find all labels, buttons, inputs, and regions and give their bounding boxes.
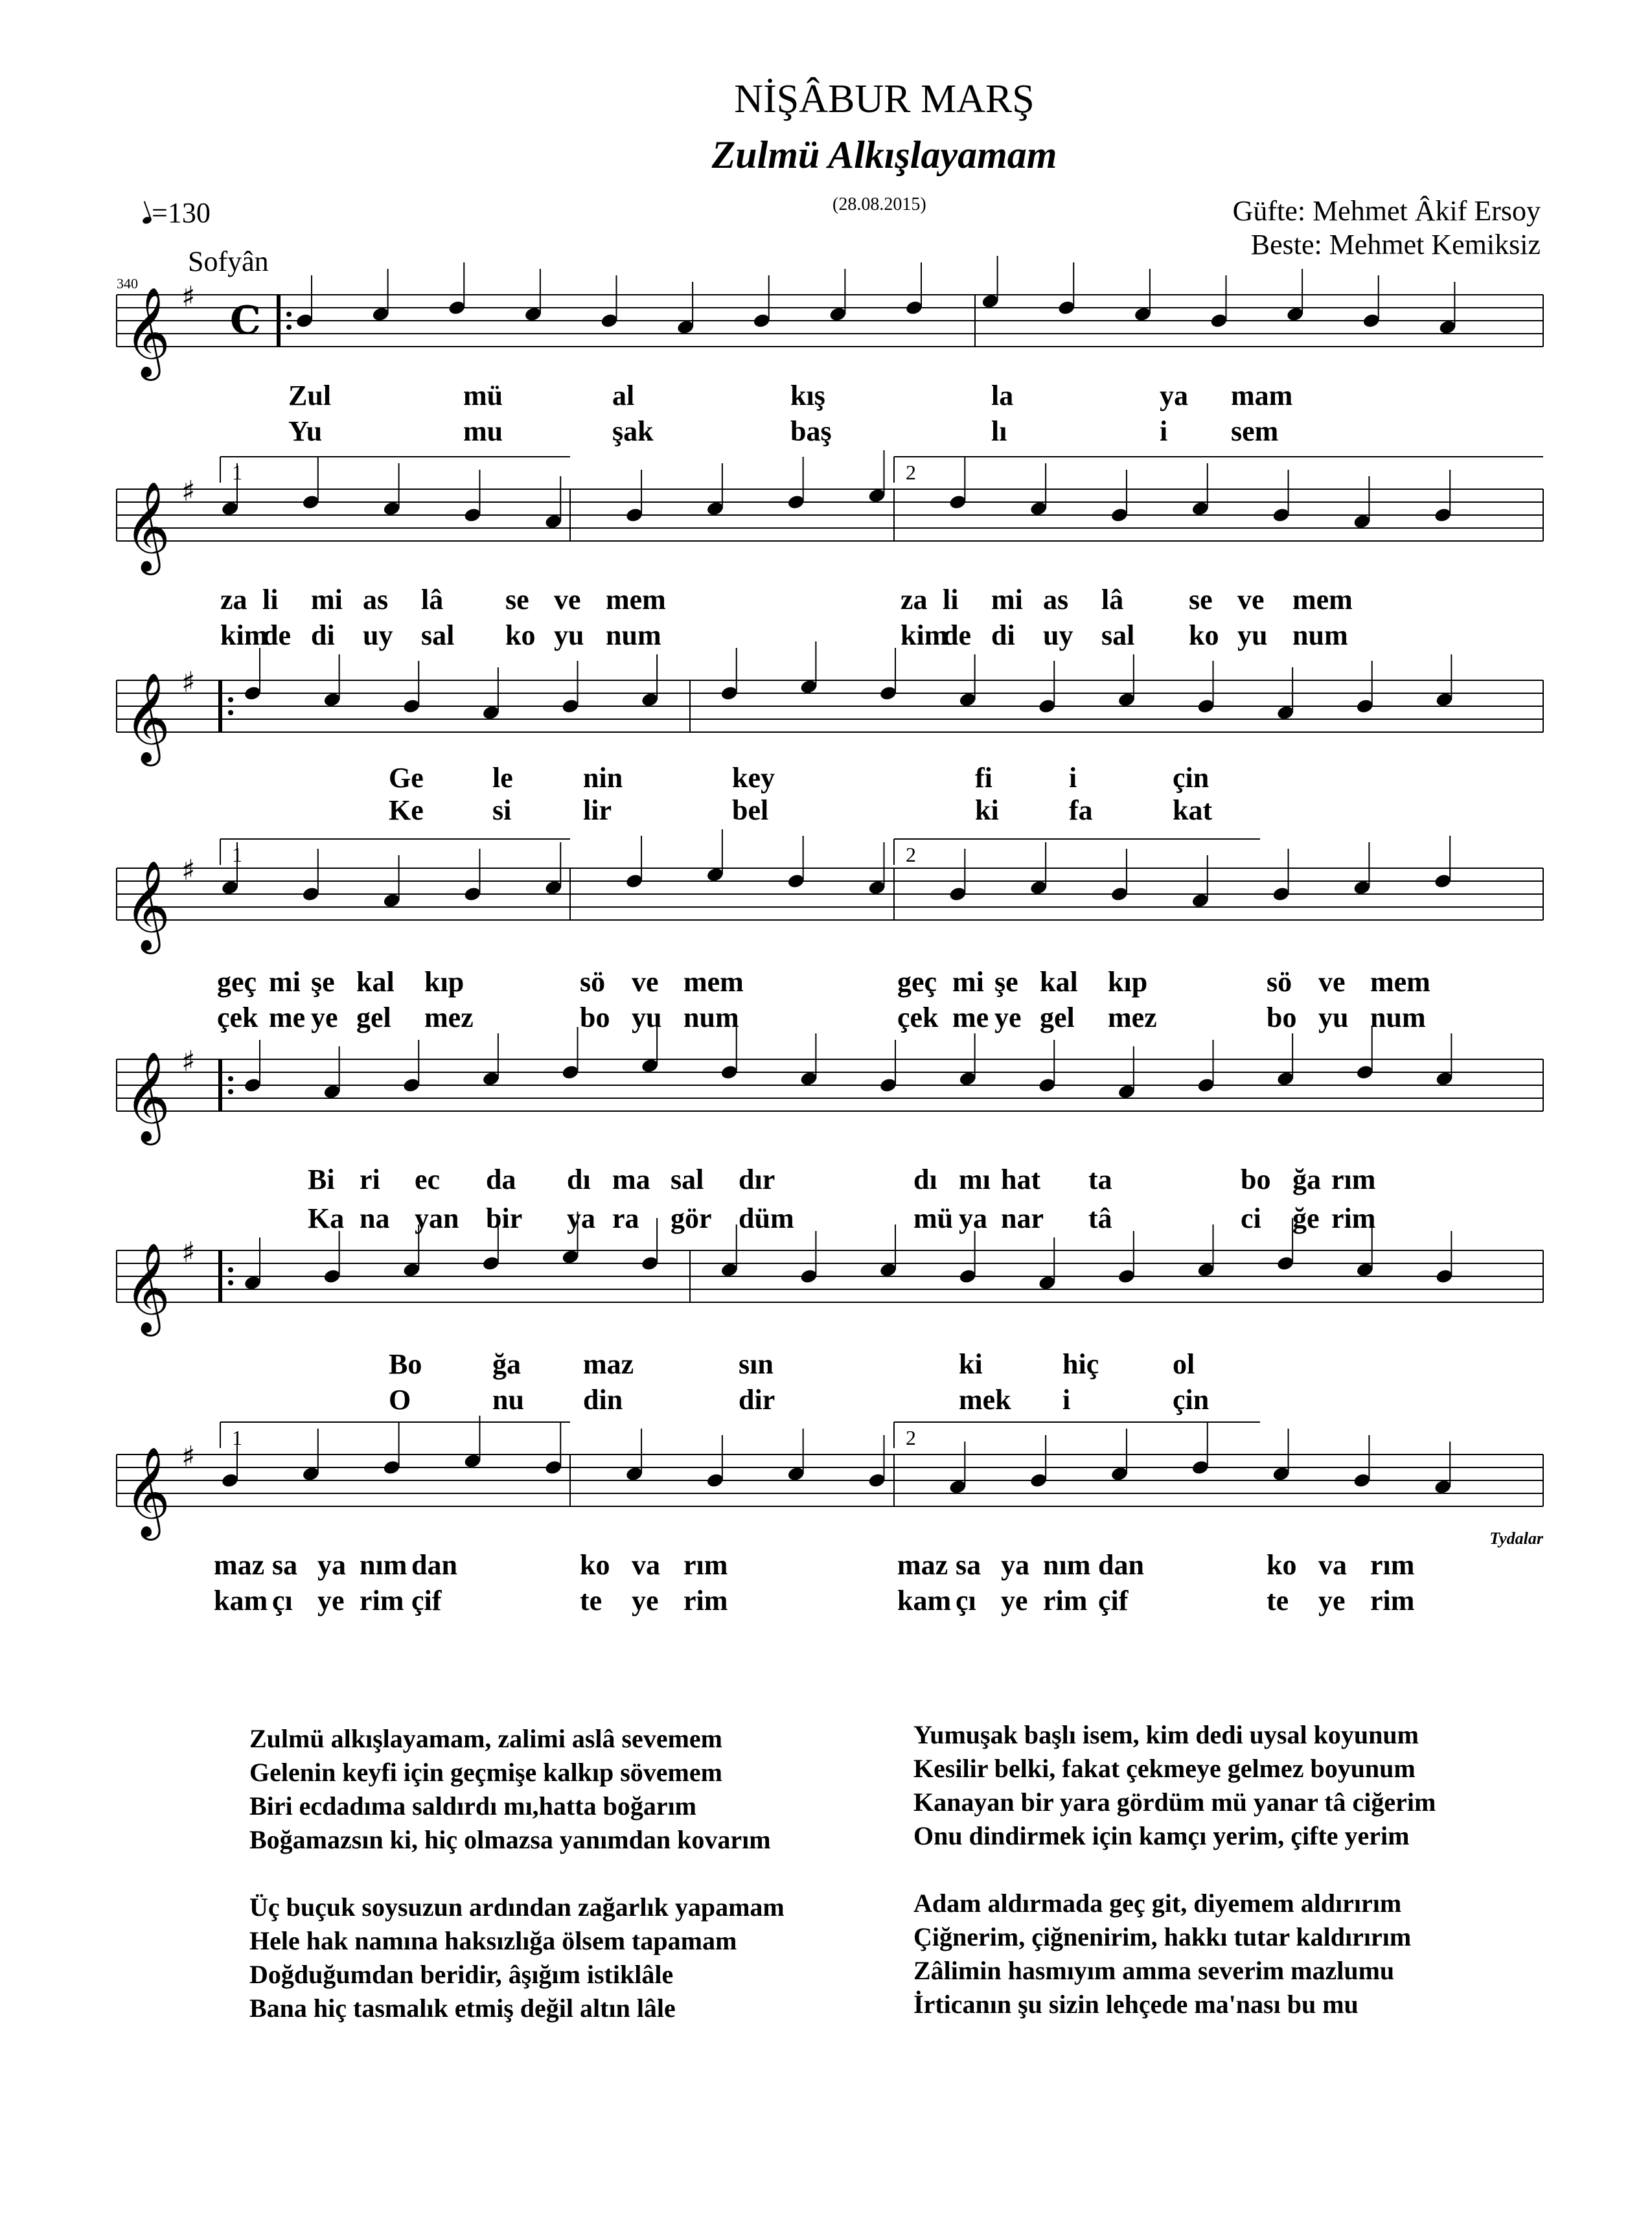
- sharp-key-signature-icon: ♯: [181, 1045, 196, 1078]
- lyric-syllable: me: [952, 1002, 989, 1033]
- composition-date: (28.08.2015): [832, 194, 926, 214]
- lyric-syllable: dı: [913, 1164, 937, 1195]
- lyric-syllable: li: [262, 584, 279, 615]
- lyric-syllable: dir: [739, 1384, 775, 1416]
- lyric-syllable: mu: [463, 415, 503, 447]
- lyric-syllable: ki: [975, 794, 999, 826]
- song-title: NİŞÂBUR MARŞ: [734, 77, 1035, 121]
- staff-system: [117, 1020, 1543, 1145]
- lyricist-credit: Güfte: Mehmet Âkif Ersoy: [1232, 195, 1541, 227]
- treble-clef-icon: 𝄞: [124, 1447, 170, 1537]
- lyric-syllable: mem: [1370, 966, 1430, 998]
- lyric-syllable: ma: [612, 1164, 650, 1195]
- sharp-key-signature-icon: ♯: [181, 854, 196, 887]
- lyric-syllable: va: [1318, 1549, 1347, 1581]
- lyric-syllable: kat: [1173, 794, 1213, 826]
- lyric-syllable: ol: [1173, 1348, 1195, 1380]
- lyric-syllable: mek: [959, 1384, 1011, 1416]
- poem-line: Hele hak namına haksızlığa ölsem tapamam: [249, 1926, 737, 1955]
- lyric-syllable: şak: [612, 415, 654, 447]
- poem-line: Zulmü alkışlayamam, zalimi aslâ sevemem: [249, 1724, 722, 1753]
- lyric-syllable: lir: [583, 794, 612, 826]
- lyric-syllable: te: [1267, 1585, 1289, 1616]
- lyric-syllable: ye: [317, 1585, 345, 1616]
- poem-line: Zâlimin hasmıyım amma severim mazlumu: [913, 1956, 1395, 1985]
- lyric-syllable: Ka: [308, 1202, 345, 1234]
- lyric-syllable: ya: [1160, 380, 1188, 411]
- lyric-syllable: fi: [975, 762, 992, 794]
- lyric-syllable: düm: [739, 1202, 794, 1234]
- lyric-syllable: ğa: [492, 1348, 521, 1380]
- usul-label: Sofyân: [188, 246, 269, 277]
- lyric-syllable: şe: [311, 966, 335, 998]
- lyric-syllable: mi: [952, 966, 984, 998]
- lyric-syllable: çı: [956, 1585, 976, 1616]
- volta-number: 2: [906, 1426, 916, 1449]
- lyric-syllable: O: [389, 1384, 411, 1416]
- lyric-syllable: nım: [1043, 1549, 1091, 1581]
- lyric-syllable: uy: [1043, 619, 1073, 651]
- poem-right-column: [913, 1718, 1436, 2021]
- lyric-syllable: se: [1189, 584, 1213, 615]
- repeat-dot: [228, 1076, 233, 1081]
- volta-bracket: [894, 839, 1260, 866]
- volta-bracket: [220, 457, 570, 484]
- lyric-syllable: ğa: [1292, 1164, 1321, 1195]
- lyric-syllable: ra: [612, 1202, 639, 1234]
- lyric-syllable: ec: [415, 1164, 441, 1195]
- lyric-syllable: geç: [897, 966, 937, 998]
- lyric-syllable: nım: [360, 1549, 407, 1581]
- lyric-syllable: kıp: [1108, 966, 1148, 998]
- lyric-syllable: bir: [486, 1202, 523, 1234]
- repeat-dot: [286, 312, 292, 317]
- volta-bracket: [894, 457, 1543, 484]
- lyric-syllable: mi: [269, 966, 301, 998]
- lyric-syllable: ye: [994, 1002, 1022, 1033]
- lyric-syllable: Ke: [389, 794, 424, 826]
- repeat-dot: [228, 1280, 233, 1285]
- lyric-syllable: sal: [421, 619, 455, 651]
- lyric-syllable: as: [363, 584, 389, 615]
- poem-line: [913, 1853, 1436, 1887]
- lyric-syllable: kıp: [424, 966, 465, 998]
- treble-clef-icon: 𝄞: [124, 1052, 170, 1142]
- lyric-syllable: fa: [1069, 794, 1093, 826]
- volta-number: 1: [232, 1426, 242, 1449]
- lyric-syllable: gel: [1040, 1002, 1075, 1033]
- lyric-syllable: ta: [1088, 1164, 1112, 1195]
- lyric-syllable: çin: [1173, 762, 1210, 794]
- lyric-syllable: mı: [959, 1164, 991, 1195]
- lyric-syllable: kim: [220, 619, 268, 651]
- lyric-syllable: rim: [1370, 1585, 1415, 1616]
- treble-clef-icon: 𝄞: [124, 860, 170, 950]
- lyric-syllable: ve: [1237, 584, 1265, 615]
- repeat-dot: [228, 1089, 233, 1094]
- treble-clef-icon: 𝄞: [124, 287, 170, 377]
- lyric-syllable: mem: [683, 966, 744, 998]
- lyric-syllable: ya: [317, 1549, 346, 1581]
- lyric-syllable: Bo: [389, 1348, 422, 1380]
- staff-system: [117, 256, 1543, 381]
- lyric-syllable: rim: [360, 1585, 404, 1616]
- lyric-syllable: sö: [580, 966, 606, 998]
- lyric-syllable: ya: [1001, 1549, 1029, 1581]
- lyric-syllable: num: [683, 1002, 739, 1033]
- lyric-syllable: bo: [1267, 1002, 1297, 1033]
- lyric-syllable: mez: [424, 1002, 474, 1033]
- volta-number: 2: [906, 461, 916, 484]
- song-subtitle: Zulmü Alkışlayamam: [711, 133, 1057, 176]
- lyric-syllable: ve: [1318, 966, 1346, 998]
- common-time-icon: C: [230, 298, 261, 343]
- poem-line: Yumuşak başlı isem, kim dedi uysal koyunum: [913, 1720, 1419, 1749]
- lyric-syllable: nu: [492, 1384, 524, 1416]
- engraver-label: Tydalar: [1489, 1529, 1543, 1548]
- poem-line: [249, 1857, 785, 1891]
- lyric-syllable: mem: [1292, 584, 1353, 615]
- staff-system: [117, 450, 1543, 575]
- lyric-syllable: di: [311, 619, 335, 651]
- lyric-syllable: sal: [1101, 619, 1135, 651]
- lyric-syllable: ko: [505, 619, 536, 651]
- lyric-syllable: num: [1292, 619, 1348, 651]
- lyric-syllable: mi: [991, 584, 1023, 615]
- lyric-syllable: za: [220, 584, 247, 615]
- lyric-syllable: ve: [632, 966, 659, 998]
- lyric-syllable: çı: [272, 1585, 293, 1616]
- lyric-syllable: ko: [1189, 619, 1219, 651]
- poem-line: Doğduğumdan beridir, âşığım istiklâle: [249, 1960, 674, 1989]
- lyric-syllable: gel: [356, 1002, 391, 1033]
- lyric-syllable: ye: [1318, 1585, 1346, 1616]
- treble-clef-icon: 𝄞: [124, 481, 170, 571]
- lyric-syllable: da: [486, 1164, 516, 1195]
- lyric-syllable: te: [580, 1585, 602, 1616]
- lyric-syllable: ya: [567, 1202, 595, 1234]
- treble-clef-icon: 𝄞: [124, 673, 170, 763]
- lyric-syllable: yu: [1237, 619, 1268, 651]
- lyric-syllable: dan: [1098, 1549, 1144, 1581]
- lyric-syllable: di: [991, 619, 1015, 651]
- poem-line: İrticanın şu sizin lehçede ma'nası bu mu: [913, 1990, 1359, 2019]
- staff-system: [117, 1416, 1543, 1541]
- lyric-syllable: sal: [671, 1164, 704, 1195]
- lyric-syllable: as: [1043, 584, 1069, 615]
- lyric-syllable: rim: [1043, 1585, 1088, 1616]
- lyric-syllable: çif: [411, 1585, 442, 1616]
- lyric-syllable: yu: [554, 619, 584, 651]
- lyric-syllable: kış: [790, 380, 825, 411]
- sharp-key-signature-icon: ♯: [181, 475, 196, 508]
- lyric-syllable: çek: [217, 1002, 258, 1033]
- lyric-syllable: ye: [311, 1002, 338, 1033]
- lyric-syllable: yu: [1318, 1002, 1349, 1033]
- measure-number: 340: [117, 275, 138, 292]
- lyric-syllable: ri: [360, 1164, 380, 1195]
- lyric-syllable: maz: [583, 1348, 634, 1380]
- lyric-syllable: çek: [897, 1002, 939, 1033]
- repeat-dot: [228, 697, 233, 702]
- volta-number: 1: [232, 843, 242, 866]
- lyric-syllable: mü: [913, 1202, 954, 1234]
- lyric-syllable: kim: [901, 619, 948, 651]
- lyric-syllable: nin: [583, 762, 623, 794]
- lyric-syllable: nar: [1001, 1202, 1044, 1234]
- lyric-syllable: se: [505, 584, 529, 615]
- lyric-syllable: kal: [1040, 966, 1078, 998]
- lyric-syllable: gör: [671, 1202, 712, 1234]
- lyric-syllable: ki: [959, 1348, 983, 1380]
- poem-line: Onu dindirmek için kamçı yerim, çifte yerim: [913, 1821, 1410, 1850]
- poem-line: Gelenin keyfi için geçmişe kalkıp sövemem: [249, 1758, 722, 1787]
- lyric-syllable: mü: [463, 380, 503, 411]
- repeat-dot: [286, 325, 292, 330]
- lyric-syllable: rim: [1331, 1202, 1376, 1234]
- sharp-key-signature-icon: ♯: [181, 1236, 196, 1269]
- lyric-syllable: ye: [632, 1585, 659, 1616]
- lyric-syllable: de: [262, 619, 291, 651]
- poem-line: Kanayan bir yara gördüm mü yanar tâ ciğerim: [913, 1788, 1436, 1817]
- lyric-syllable: de: [943, 619, 971, 651]
- lyric-syllable: ya: [959, 1202, 987, 1234]
- composer-credit: Beste: Mehmet Kemiksiz: [1250, 229, 1541, 260]
- lyric-syllable: çin: [1173, 1384, 1210, 1416]
- lyric-syllable: ve: [554, 584, 581, 615]
- poem-line: Kesilir belki, fakat çekmeye gelmez boyunum: [913, 1754, 1416, 1783]
- lyric-syllable: kam: [897, 1585, 952, 1616]
- poem-line: Üç buçuk soysuzun ardından zağarlık yapamam: [249, 1892, 785, 1922]
- lyric-syllable: i: [1160, 415, 1168, 447]
- lyric-syllable: va: [632, 1549, 660, 1581]
- lyric-syllable: ye: [1001, 1585, 1028, 1616]
- poem-line: Adam aldırmada geç git, diyemem aldırırım: [913, 1889, 1402, 1918]
- lyric-syllable: sö: [1267, 966, 1292, 998]
- poem-line: Çiğnerim, çiğnenirim, hakkı tutar kaldırırım: [913, 1922, 1412, 1951]
- lyric-syllable: lı: [991, 415, 1007, 447]
- lyric-syllable: lâ: [421, 584, 444, 615]
- sharp-key-signature-icon: ♯: [181, 1440, 196, 1473]
- lyric-syllable: key: [732, 762, 775, 794]
- staff-system: [117, 829, 1543, 954]
- lyric-syllable: dır: [739, 1164, 775, 1195]
- lyric-syllable: sa: [272, 1549, 298, 1581]
- lyric-syllable: rim: [683, 1585, 728, 1616]
- lyric-syllable: bel: [732, 794, 769, 826]
- lyric-syllable: tâ: [1088, 1202, 1112, 1234]
- lyric-syllable: ğe: [1292, 1202, 1320, 1234]
- lyric-syllable: kal: [356, 966, 395, 998]
- lyric-syllable: Zul: [288, 380, 332, 411]
- lyric-syllable: ko: [580, 1549, 610, 1581]
- lyric-syllable: bo: [580, 1002, 610, 1033]
- poem-line: Boğamazsın ki, hiç olmazsa yanımdan kovarım: [249, 1825, 771, 1854]
- lyric-syllable: le: [492, 762, 513, 794]
- lyric-syllable: hat: [1001, 1164, 1041, 1195]
- poem-line: Biri ecdadıma saldırdı mı,hatta boğarım: [249, 1791, 696, 1821]
- lyric-syllable: Bi: [308, 1164, 335, 1195]
- lyric-syllable: rım: [1370, 1549, 1415, 1581]
- lyric-syllable: i: [1062, 1384, 1071, 1416]
- lyric-syllable: maz: [214, 1549, 265, 1581]
- lyric-syllable: çif: [1098, 1585, 1129, 1616]
- lyric-syllable: li: [943, 584, 959, 615]
- sharp-key-signature-icon: ♯: [181, 666, 196, 699]
- lyric-syllable: yan: [415, 1202, 459, 1234]
- lyric-syllable: bo: [1241, 1164, 1271, 1195]
- lyric-syllable: dı: [567, 1164, 591, 1195]
- treble-clef-icon: 𝄞: [124, 1243, 170, 1333]
- lyric-syllable: uy: [363, 619, 393, 651]
- lyric-syllable: mez: [1108, 1002, 1157, 1033]
- lyric-syllable: al: [612, 380, 635, 411]
- sharp-key-signature-icon: ♯: [181, 281, 196, 314]
- poem-line: Bana hiç tasmalık etmiş değil altın lâle: [249, 1994, 676, 2023]
- lyric-syllable: num: [1370, 1002, 1426, 1033]
- volta-number: 1: [232, 461, 242, 484]
- lyric-syllable: mem: [606, 584, 666, 615]
- volta-bracket: [894, 1422, 1260, 1449]
- lyric-syllable: sem: [1231, 415, 1279, 447]
- lyric-syllable: ci: [1241, 1202, 1261, 1234]
- lyric-syllable: lâ: [1101, 584, 1124, 615]
- lyric-syllable: sa: [956, 1549, 981, 1581]
- volta-number: 2: [906, 843, 916, 866]
- lyric-syllable: dan: [411, 1549, 457, 1581]
- lyric-syllable: la: [991, 380, 1014, 411]
- lyric-syllable: si: [492, 794, 512, 826]
- lyric-syllable: za: [901, 584, 928, 615]
- lyric-syllable: mi: [311, 584, 343, 615]
- repeat-dot: [228, 1267, 233, 1272]
- lyric-syllable: Ge: [389, 762, 424, 794]
- lyric-syllable: sın: [739, 1348, 774, 1380]
- poem-left-column: [249, 1722, 785, 2025]
- lyric-syllable: hiç: [1062, 1348, 1099, 1380]
- lyric-syllable: din: [583, 1384, 623, 1416]
- lyric-syllable: rım: [683, 1549, 728, 1581]
- lyric-syllable: na: [360, 1202, 390, 1234]
- tempo-value: =130: [152, 197, 211, 229]
- volta-bracket: [220, 839, 570, 866]
- lyric-syllable: geç: [217, 966, 257, 998]
- lyric-syllable: maz: [897, 1549, 948, 1581]
- lyric-syllable: mam: [1231, 380, 1293, 411]
- staff-system: [117, 641, 1543, 766]
- volta-bracket: [220, 1422, 570, 1449]
- lyric-syllable: baş: [790, 415, 832, 447]
- repeat-dot: [228, 710, 233, 715]
- lyric-syllable: me: [269, 1002, 306, 1033]
- lyric-syllable: Yu: [288, 415, 323, 447]
- lyric-syllable: yu: [632, 1002, 662, 1033]
- lyric-syllable: ko: [1267, 1549, 1297, 1581]
- lyric-syllable: i: [1069, 762, 1077, 794]
- lyric-syllable: kam: [214, 1585, 268, 1616]
- lyric-syllable: şe: [994, 966, 1018, 998]
- lyric-syllable: num: [606, 619, 661, 651]
- lyric-syllable: rım: [1331, 1164, 1376, 1195]
